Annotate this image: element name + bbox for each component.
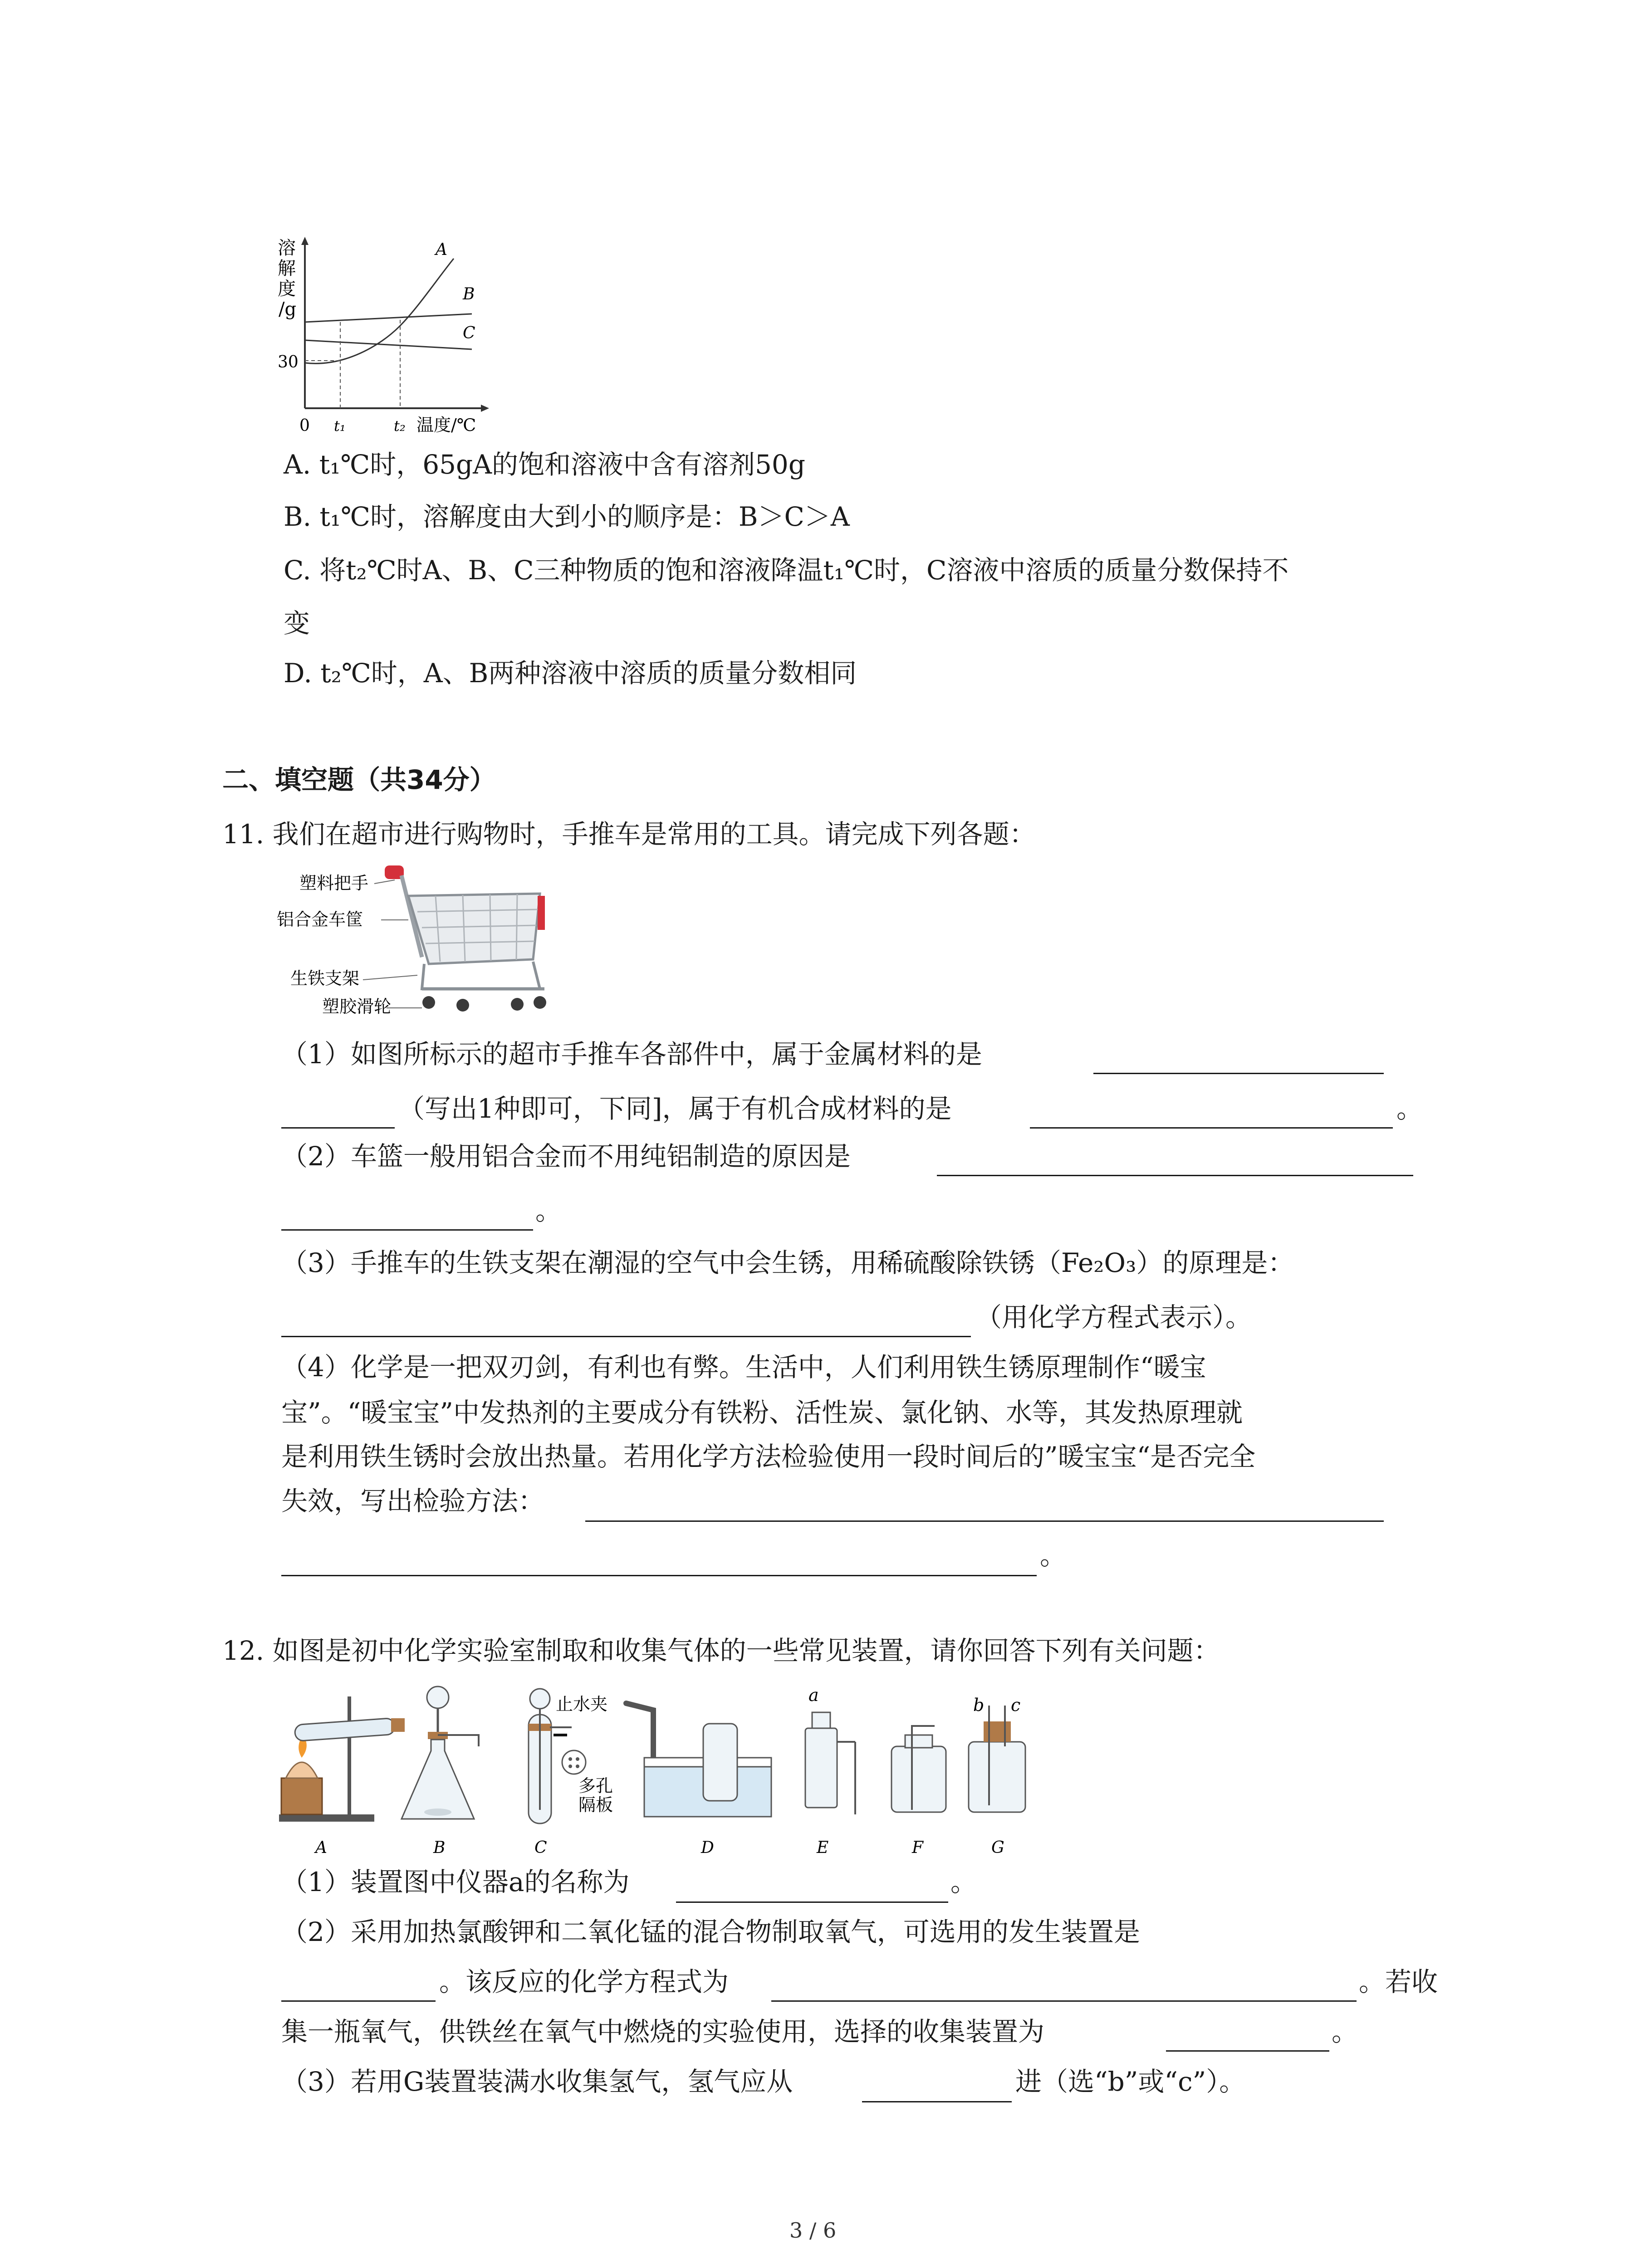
option-b: B. t₁℃时，溶解度由大到小的顺序是：B＞C＞A — [284, 501, 850, 532]
answer-blank[interactable] — [281, 1575, 1037, 1576]
y-label-char: 溶 — [278, 238, 296, 259]
apparatus-label: A — [315, 1838, 327, 1857]
apparatus-b — [402, 1686, 479, 1819]
label-a: a — [808, 1685, 819, 1705]
q11-p4-line2: 宝”。“暖宝宝”中发热剂的主要成分有铁粉、活性炭、氯化钠、水等，其发热原理就 — [281, 1397, 1243, 1428]
q11-p1-end: 。 — [1396, 1093, 1423, 1124]
apparatus-d — [626, 1703, 771, 1817]
answer-blank[interactable] — [281, 1229, 533, 1231]
answer-blank[interactable] — [281, 1127, 395, 1129]
apparatus-label: E — [817, 1838, 829, 1857]
q11-p2-end: 。 — [535, 1195, 562, 1226]
cart-label-wheel: 塑胶滑轮 — [322, 997, 392, 1017]
x-axis-label: 温度/℃ — [416, 415, 476, 435]
answer-blank[interactable] — [1166, 2050, 1329, 2052]
section-heading: 二、填空题（共34分） — [222, 764, 496, 795]
tick-t1: t₁ — [334, 417, 346, 435]
q11-p2-line1: （2）车篮一般用铝合金而不用纯铝制造的原因是 — [281, 1141, 851, 1172]
page-number: 3 / 6 — [789, 2218, 837, 2243]
answer-blank[interactable] — [281, 2000, 436, 2002]
solubility-chart — [272, 231, 499, 445]
apparatus-e — [805, 1685, 855, 1814]
leader-line — [374, 880, 395, 884]
apparatus-f — [892, 1726, 946, 1812]
q11-p4-line3: 是利用铁生锈时会放出热量。若用化学方法检验使用一段时间后的”暖宝宝“是否完全 — [281, 1441, 1256, 1472]
answer-blank[interactable] — [1093, 1073, 1384, 1074]
wheel — [422, 996, 435, 1009]
answer-blank[interactable] — [771, 2000, 1357, 2002]
y-label-char: 解 — [278, 258, 296, 279]
q11-p4-end: 。 — [1040, 1540, 1067, 1571]
option-d: D. t₂℃时，A、B两种溶液中溶质的质量分数相同 — [284, 658, 857, 689]
q12-p2-line1: （2）采用加热氯酸钾和二氧化锰的混合物制取氧气，可选用的发生装置是 — [281, 1916, 1140, 1947]
option-c-line1: C. 将t₂℃时A、B、C三种物质的饱和溶液降温t₁℃时，C溶液中溶质的质量分数保持不 — [284, 555, 1289, 586]
q12-p2-line2: 。该反应的化学方程式为 — [439, 1966, 729, 1997]
leader-line — [363, 975, 417, 980]
wheel — [511, 998, 524, 1011]
q12-p1-end: 。 — [950, 1867, 977, 1897]
answer-blank[interactable] — [1030, 1127, 1393, 1129]
q11-p4-line1: （4）化学是一把双刃剑，有利也有弊。生活中，人们利用铁生锈原理制作“暖宝 — [281, 1352, 1206, 1383]
curve-label-a: A — [436, 240, 447, 259]
q12-p1: （1）装置图中仪器a的名称为 — [281, 1867, 630, 1897]
cart-drawing — [385, 865, 546, 1012]
answer-blank[interactable] — [585, 1520, 1384, 1522]
shopping-cart-figure — [272, 853, 563, 1025]
q11-p1-line2: （写出1种即可，下同]，属于有机合成材料的是 — [398, 1093, 952, 1124]
plate-label-1: 多孔 — [578, 1776, 613, 1796]
apparatus-label: G — [991, 1838, 1004, 1857]
curve-label-b: B — [463, 285, 475, 303]
answer-blank[interactable] — [937, 1175, 1413, 1176]
iron-frame — [422, 962, 540, 989]
lab-apparatus-figure — [272, 1678, 1316, 1864]
apparatus-g — [969, 1695, 1025, 1812]
answer-blank[interactable] — [676, 1901, 948, 1903]
x-axis-arrow — [481, 405, 489, 412]
answer-blank[interactable] — [281, 1336, 971, 1337]
tick-t2: t₂ — [394, 417, 406, 435]
q12-p2-line2-end: 。若收 — [1359, 1966, 1438, 1997]
q11-p1-line1: （1）如图所标示的超市手推车各部件中，属于金属材料的是 — [281, 1039, 982, 1070]
red-trim — [538, 896, 545, 930]
label-c: c — [1011, 1695, 1021, 1715]
option-a: A. t₁℃时，65gA的饱和溶液中含有溶剂50g — [284, 449, 805, 480]
clamp-label: 止水夹 — [556, 1694, 608, 1714]
curve-b — [305, 314, 472, 322]
answer-blank[interactable] — [862, 2101, 1012, 2102]
cart-label-basket: 铝合金车筐 — [277, 909, 363, 929]
plate-label-2: 隔板 — [578, 1795, 613, 1815]
q12-p3-end: 进（选“b”或“c”）。 — [1015, 2066, 1246, 2097]
apparatus-label: F — [912, 1838, 923, 1857]
apparatus-label: C — [534, 1838, 547, 1857]
apparatus-a — [279, 1696, 405, 1822]
origin-label: 0 — [299, 416, 310, 435]
y-label-char: 度 — [278, 279, 296, 299]
q12-p2-line3: 集一瓶氧气，供铁丝在氧气中燃烧的实验使用，选择的收集装置为 — [281, 2016, 1045, 2047]
y-axis-arrow — [301, 237, 309, 245]
q12-p3: （3）若用G装置装满水收集氢气，氢气应从 — [281, 2066, 793, 2097]
solubility-y-label — [278, 238, 296, 320]
q12-p2-end: 。 — [1332, 2016, 1358, 2047]
apparatus-c — [529, 1689, 613, 1823]
cart-label-frame: 生铁支架 — [290, 968, 360, 988]
q11-p3-line1: （3）手推车的生铁支架在潮湿的空气中会生锈，用稀硫酸除铁锈（Fe₂O₃）的原理是： — [281, 1247, 1294, 1278]
q11-p3-end: （用化学方程式表示）。 — [975, 1302, 1252, 1333]
option-c-line2: 变 — [284, 608, 310, 639]
apparatus-label: B — [433, 1838, 446, 1857]
curve-c — [305, 340, 472, 349]
apparatus-label: D — [701, 1838, 714, 1857]
aluminum-basket — [408, 894, 540, 964]
wheel — [534, 996, 546, 1009]
y-tick-30: 30 — [278, 353, 299, 371]
label-b: b — [973, 1695, 985, 1715]
q12-stem: 12. 如图是初中化学实验室制取和收集气体的一些常见装置，请你回答下列有关问题： — [222, 1635, 1220, 1666]
q11-p4-line4: 失效，写出检验方法： — [281, 1486, 545, 1516]
q11-stem: 11. 我们在超市进行购物时，手推车是常用的工具。请完成下列各题： — [222, 819, 1036, 850]
y-label-char: /g — [279, 299, 297, 320]
cart-label-handle: 塑料把手 — [299, 873, 369, 893]
curve-label-c: C — [463, 324, 475, 342]
wheel — [456, 999, 469, 1012]
